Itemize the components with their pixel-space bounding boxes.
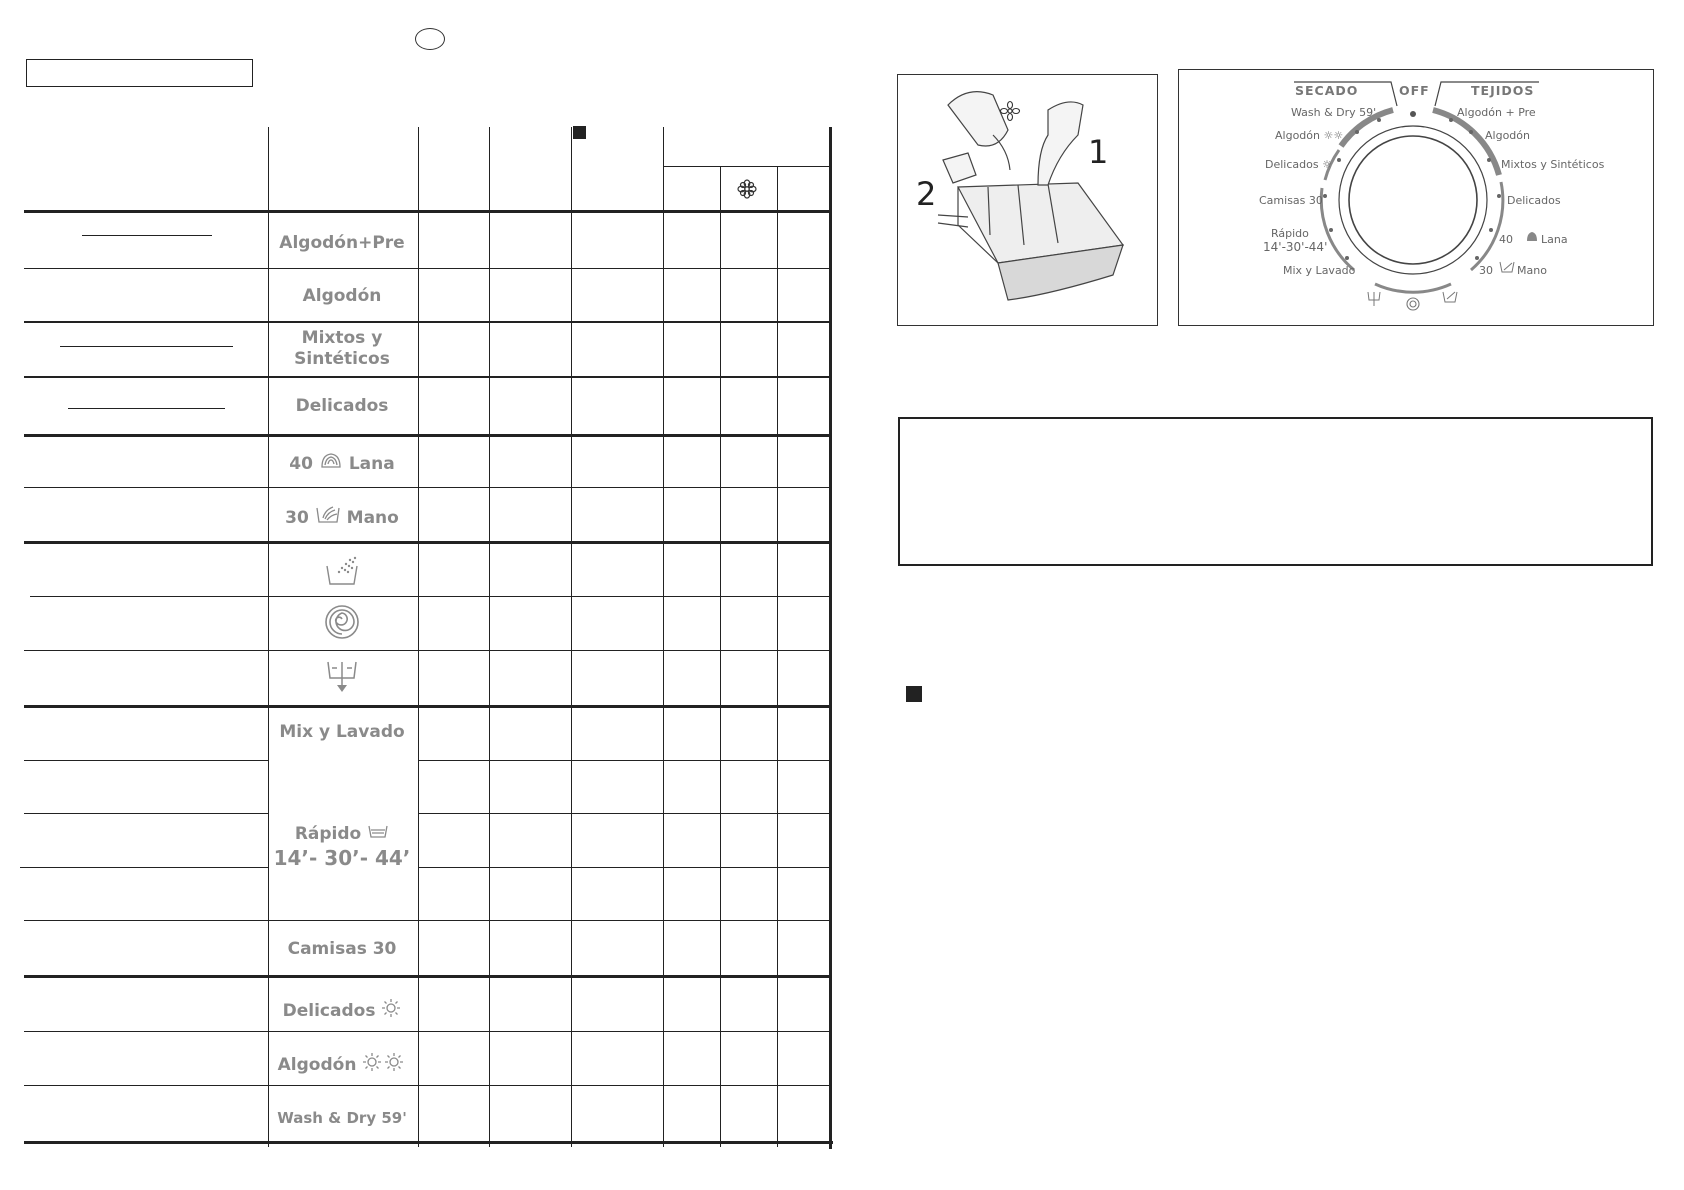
program-mix-lavado [268, 722, 416, 743]
program-drain [268, 658, 416, 700]
program-label: Camisas 30 [287, 939, 397, 959]
dial-label-mano-temp: 30 [1479, 264, 1493, 277]
wool-icon [319, 450, 343, 478]
program-delicados [268, 396, 416, 417]
dial-secado-header: SECADO [1295, 83, 1359, 98]
program-times: 14’- 30’- 44’ [273, 846, 411, 870]
group-label-line [60, 346, 233, 347]
program-label: Delicados [295, 396, 389, 416]
flower-icon [736, 178, 758, 200]
dial-label-rapido: Rápido [1271, 227, 1309, 240]
group-label-line [68, 408, 225, 409]
dial-tejidos-header: TEJIDOS [1471, 83, 1535, 98]
dial-label-lana-temp: 40 [1499, 233, 1513, 246]
program-rinse [268, 554, 416, 594]
dial-label-mixtos: Mixtos y Sintéticos [1501, 158, 1605, 171]
program-label: Delicados [282, 1001, 376, 1021]
program-label: Algodón [277, 1055, 357, 1075]
step-number-2: 2 [916, 175, 937, 213]
program-label: Mixtos y [301, 328, 383, 348]
program-rapido [268, 823, 416, 871]
dial-off-label: OFF [1399, 83, 1430, 98]
program-spin [268, 604, 416, 646]
spin-icon [324, 604, 360, 646]
title-box [26, 59, 253, 87]
program-label: Mix y Lavado [279, 722, 405, 742]
program-dial-panel [1178, 69, 1654, 326]
language-badge [415, 28, 445, 50]
wool-icon [1525, 230, 1539, 244]
note-box [898, 417, 1653, 566]
program-algodon [268, 286, 416, 307]
program-temp: 40 [289, 454, 313, 474]
dial-label-mano: Mano [1517, 264, 1547, 277]
program-label: Lana [348, 454, 395, 474]
program-mano [268, 504, 416, 532]
program-delicados-dry [268, 998, 416, 1024]
detergent-drawer-illustration [897, 74, 1158, 326]
dial-label-rapido-times: 14'-30'-44' [1263, 240, 1328, 254]
drain-icon [324, 658, 360, 700]
spin-icon [1407, 298, 1419, 310]
program-label-line2: Sintéticos [294, 349, 390, 369]
program-temp: 30 [285, 508, 309, 528]
group-label-line [82, 235, 212, 236]
dial-label-camisas: Camisas 30 [1259, 194, 1323, 207]
double-sun-icon [362, 1052, 406, 1078]
dial-label-wash-dry: Wash & Dry 59' [1291, 106, 1377, 119]
drain-icon [1368, 292, 1380, 306]
program-label: Algodón+Pre [279, 233, 405, 253]
dial-label-lana: Lana [1541, 233, 1568, 246]
program-label: Mano [346, 508, 399, 528]
sun-icon [381, 998, 401, 1024]
dial-label-mix-lavado: Mix y Lavado [1283, 264, 1356, 277]
dial-label-delicados-dry: Delicados ☼ [1265, 158, 1332, 171]
step-number-1: 1 [1088, 133, 1109, 171]
section-square-marker [906, 686, 922, 702]
rinse-icon [324, 554, 360, 594]
dial-label-algodon-pre: Algodón + Pre [1457, 106, 1536, 119]
hand-wash-icon [1443, 292, 1457, 302]
hand-wash-icon [315, 504, 341, 532]
program-label: Wash & Dry 59' [277, 1109, 407, 1127]
program-label: Algodón [302, 286, 382, 306]
program-algodon-pre [268, 233, 416, 254]
header-square-marker [573, 126, 586, 139]
dial-label-delicados: Delicados [1507, 194, 1561, 207]
dial-label-algodon-dry: Algodón ☼☼ [1275, 129, 1344, 142]
program-camisas [268, 939, 416, 960]
dial-label-algodon: Algodón [1485, 129, 1530, 142]
program-lana [268, 450, 416, 478]
program-wash-dry [268, 1108, 416, 1129]
program-label: Rápido [294, 824, 362, 844]
program-algodon-dry [268, 1052, 416, 1078]
hand-wash-icon [1499, 260, 1515, 274]
program-mixtos [268, 328, 416, 370]
basin-icon [367, 823, 389, 845]
